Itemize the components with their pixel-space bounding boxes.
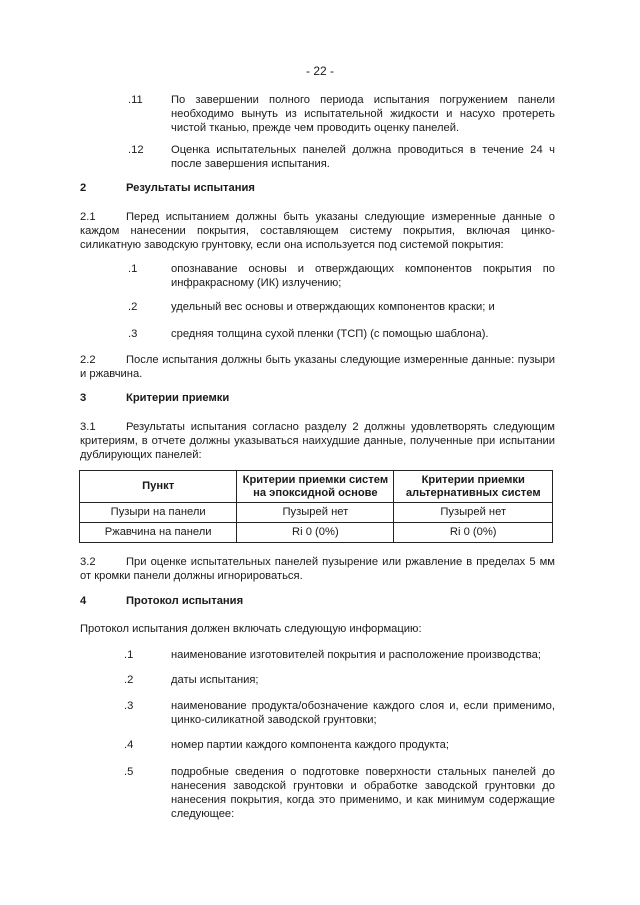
table-row [80,523,553,543]
item-number: .12 [128,144,144,156]
paragraph-number: 3.2 [80,556,96,568]
paragraph-number: 2.1 [80,211,96,223]
list-item-number: .3 [128,328,138,340]
page-number: - 22 - [305,64,334,78]
list-item-text: наименование изготовителей покрытия и расположение производства; [171,649,542,661]
list-item-text: опознавание основы и отверждающих компонентов покрытия по инфракрасному (ИК) излучению; [171,263,555,289]
item-text: По завершении полного периода испытания погружением панели необходимо вынуть из испытательной жидкости и насухо протереть чистой тканью, прежде чем проводить оценку панелей. [171,94,555,134]
list-item-number: .2 [124,674,134,686]
section-number: 4 [80,595,87,607]
list-item-number: .5 [124,766,134,778]
paragraph-number: 3.1 [80,421,96,433]
table-cell: Ржавчина на панели [80,523,237,543]
section-title: Протокол испытания [126,595,244,607]
list-item-text: даты испытания; [171,674,259,686]
section-title: Критерии приемки [126,392,230,404]
table-cell: Пузыри на панели [80,503,237,523]
table-cell: Пузырей нет [237,503,394,523]
list-item-text: средняя толщина сухой пленки (ТСП) (с помощью шаблона). [171,328,489,340]
paragraph-text: Результаты испытания согласно разделу 2 должны удовлетворять следующим критериям, в отчете должны указываться наихудшие данные, полученные при испытании дублирующих панелей: [80,421,555,461]
paragraph-text: Перед испытанием должны быть указаны следующие измеренные данные о каждом нанесении покрытия, составляющем систему покрытия, включая цинко-силикатную заводскую грунтовку, если она используется под системой покрытия: [80,211,555,251]
section-number: 3 [80,392,87,404]
table-row [80,503,553,523]
section-title: Результаты испытания [126,182,255,194]
table-cell: Ri 0 (0%) [394,523,553,543]
table-header-row [80,471,553,503]
table-header-cell: Пункт [80,471,237,503]
section-number: 2 [80,182,87,194]
list-item-number: .2 [128,301,138,313]
table-cell: Ri 0 (0%) [237,523,394,543]
list-item-text: номер партии каждого компонента каждого продукта; [171,739,449,751]
paragraph-text: После испытания должны быть указаны следующие измеренные данные: пузыри и ржавчина. [80,354,555,380]
table-cell: Пузырей нет [394,503,553,523]
list-item-number: .4 [124,739,134,751]
list-item-text: наименование продукта/обозначение каждого слоя и, если применимо, цинко-силикатной заводской грунтовки; [171,700,555,726]
list-item-text: подробные сведения о подготовке поверхности стальных панелей до нанесения заводской грунтовки и обработке заводской грунтовки до нанесения покрытия, когда это применимо, и как минимум содержащие следующее: [171,766,555,820]
list-item-text: удельный вес основы и отверждающих компонентов краски; и [171,301,495,313]
paragraph-number: 2.2 [80,354,96,366]
paragraph-text: При оценке испытательных панелей пузырение или ржавление в пределах 5 мм от кромки панели должны игнорироваться. [80,556,555,582]
list-item-number: .3 [124,700,134,712]
list-item-number: .1 [124,649,134,661]
list-item-number: .1 [128,263,138,275]
item-text: Оценка испытательных панелей должна проводиться в течение 24 ч после завершения испытания. [171,144,555,170]
acceptance-criteria-table [79,470,553,543]
table-header-cell: Критерии приемки альтернативных систем [394,471,553,503]
table-header-cell: Критерии приемки систем на эпоксидной основе [237,471,394,503]
paragraph-text: Протокол испытания должен включать следующую информацию: [80,623,422,635]
item-number: .11 [128,94,143,106]
